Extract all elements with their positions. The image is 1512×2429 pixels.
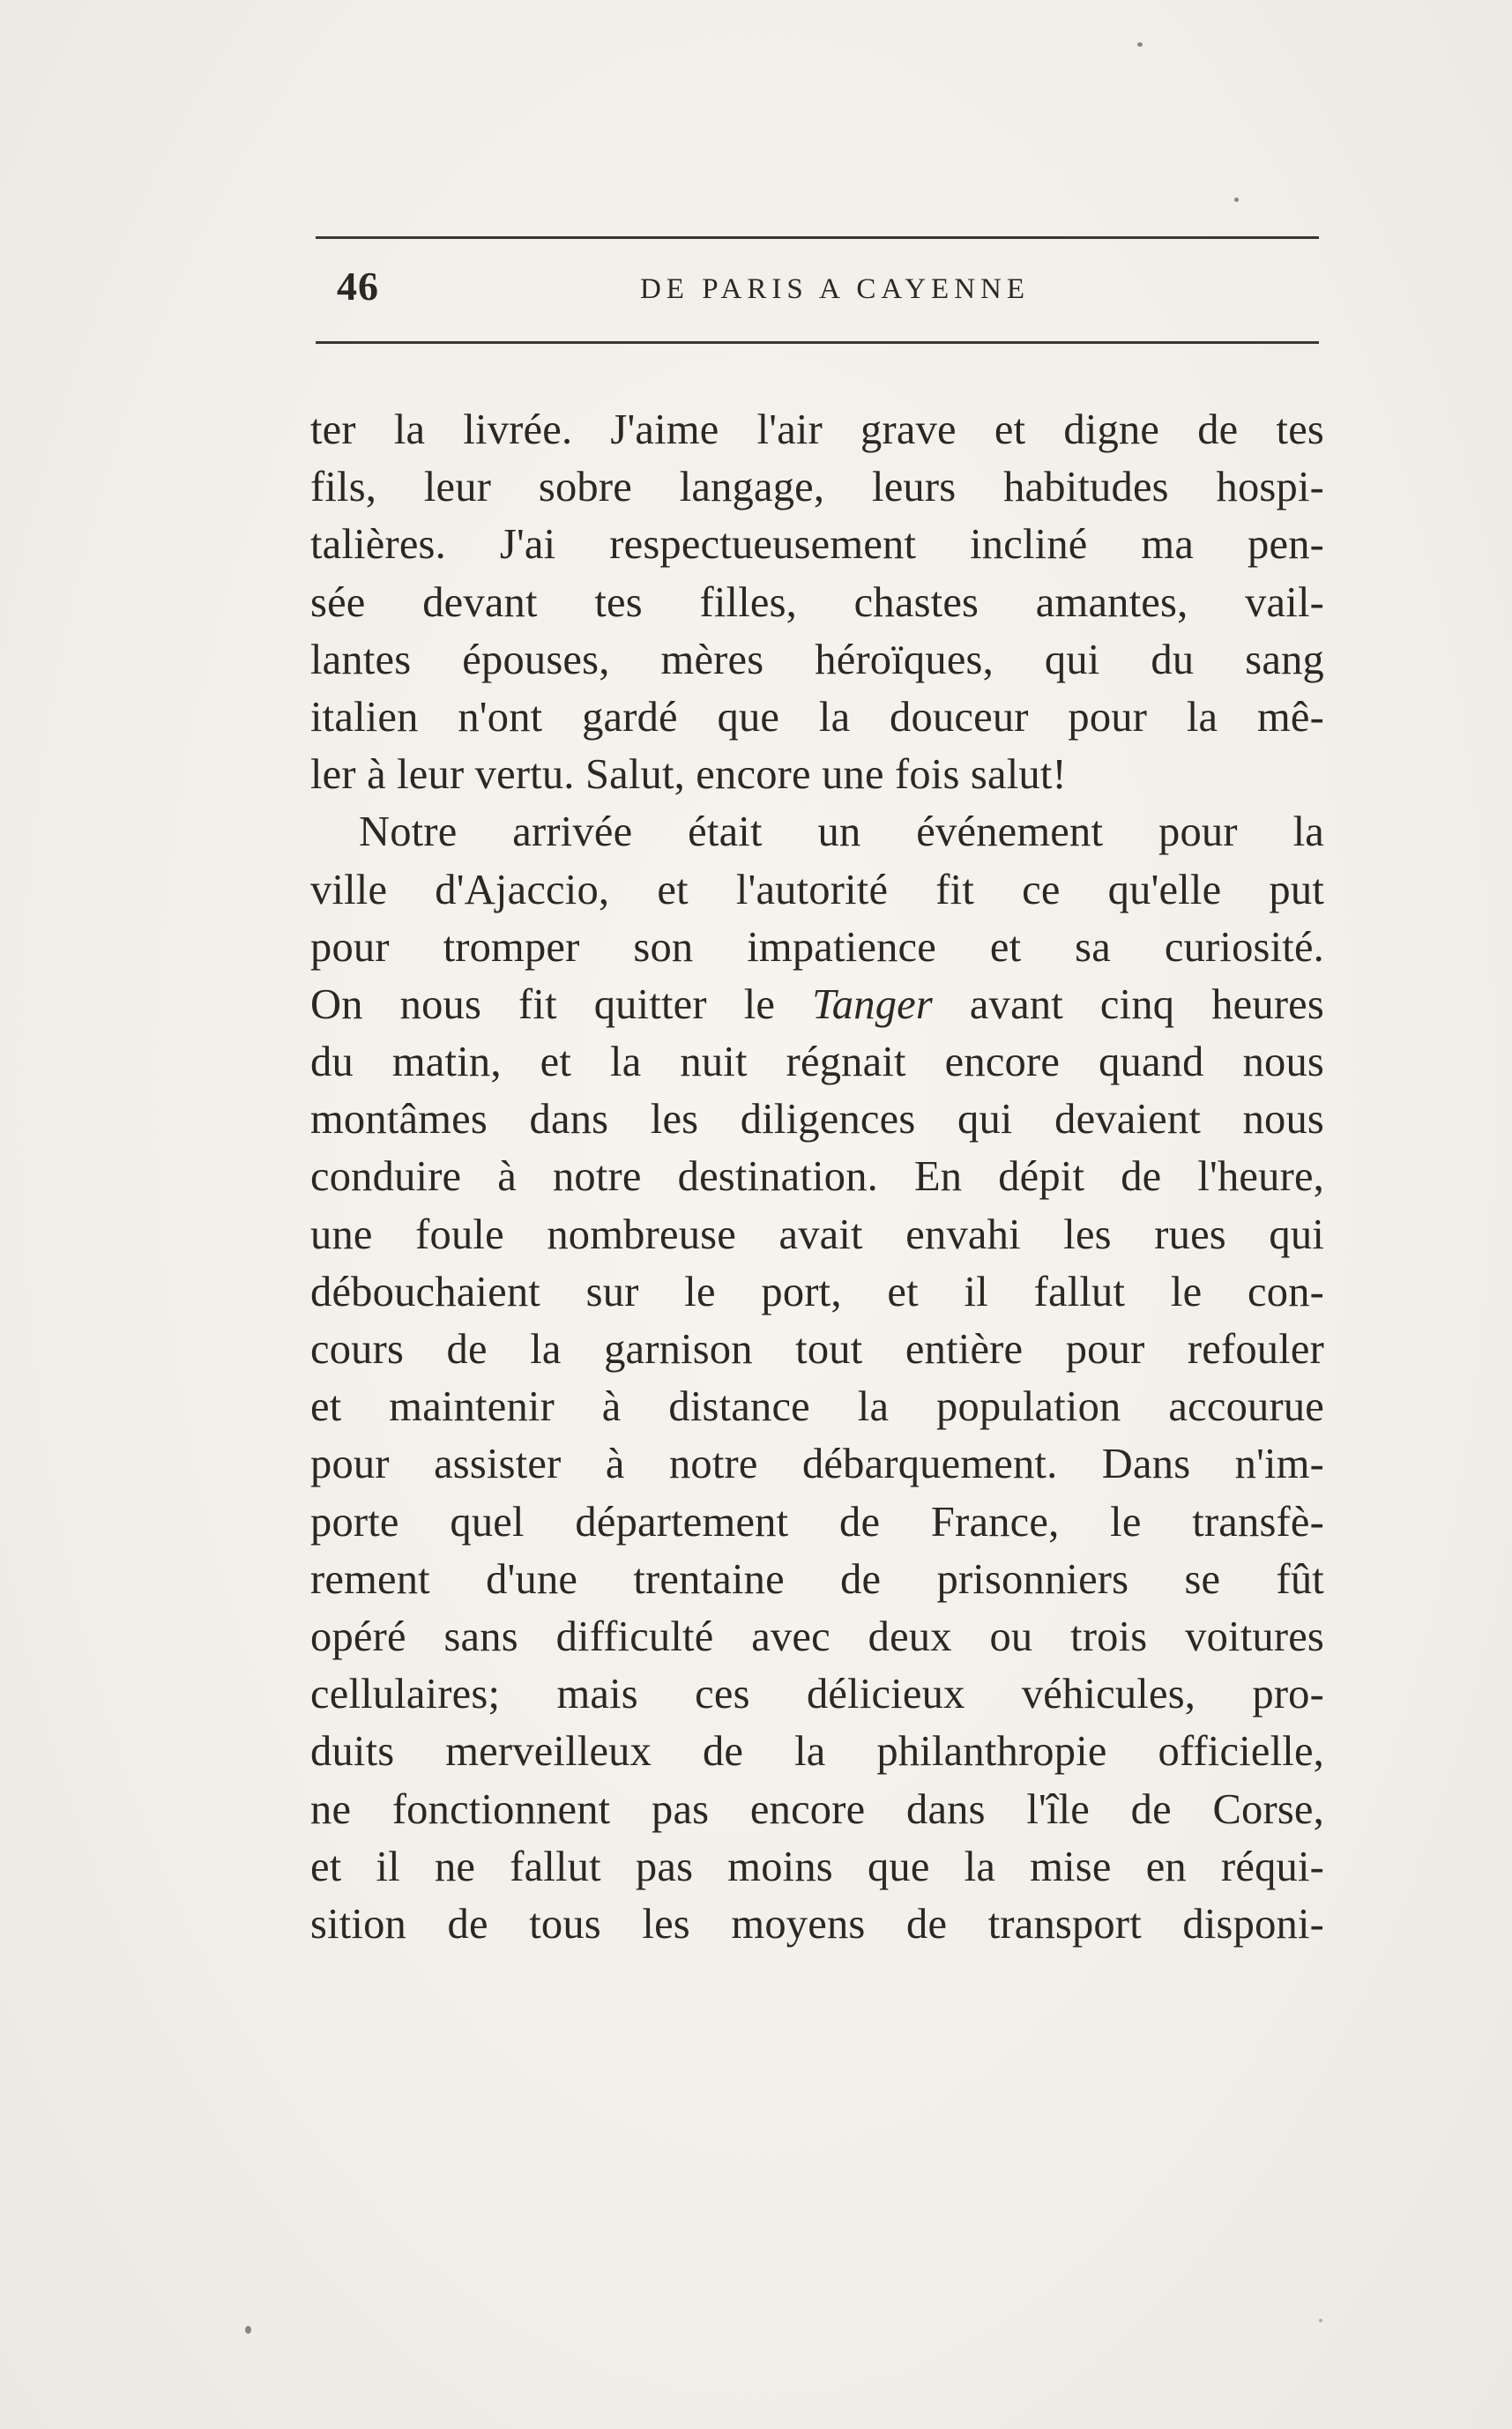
text-line: lantes épouses, mères héroïques, qui du sang [310,636,1324,683]
text-line: du matin, et la nuit régnait encore quand nous [310,1039,1324,1086]
text-line: rement d'une trentaine de prisonniers se fût [310,1555,1324,1603]
running-header [316,256,1319,326]
text-line: ville d'Ajaccio, et l'autorité fit ce qu'elle put [310,866,1324,913]
text-segment: avant cinq heures [932,980,1324,1028]
text-line: et il ne fallut pas moins que la mise en réqui- [310,1843,1324,1890]
paragraph-start-line: Notre arrivée était un événement pour la [359,808,1324,856]
text-line: cellulaires; mais ces délicieux véhicules, pro- [310,1671,1324,1718]
body-text [310,401,1324,1953]
text-line: débouchaient sur le port, et il fallut le con- [310,1268,1324,1315]
running-title: DE PARIS A CAYENNE [639,273,1031,305]
paper-speck [1137,42,1143,47]
text-line: sition de tous les moyens de transport disponi- [310,1900,1324,1948]
text-line: porte quel département de France, le transfè- [310,1498,1324,1546]
text-segment: On nous fit quitter le [310,980,813,1028]
paper-speck [245,2326,251,2334]
text-line: une foule nombreuse avait envahi les rues qui [310,1211,1324,1258]
header-top-rule [316,236,1319,239]
page-number: 46 [337,264,379,309]
text-line: ne fonctionnent pas encore dans l'île de Corse, [310,1785,1324,1833]
text-line: pour assister à notre débarquement. Dans n'im- [310,1441,1324,1488]
ship-name-italic: Tanger [812,980,933,1028]
text-line: talières. J'ai respectueusement incliné ma pen- [310,521,1324,569]
text-line: montâmes dans les diligences qui devaient nous [310,1096,1324,1144]
text-line: sée devant tes filles, chastes amantes, vail- [310,578,1324,626]
text-line: fils, leur sobre langage, leurs habitudes hospi- [310,464,1324,511]
text-line: conduire à notre destination. En dépit de l'heure, [310,1153,1324,1201]
text-line: opéré sans difficulté avec deux ou trois voitures [310,1613,1324,1660]
text-line-with-ship-name [310,976,1324,1033]
text-line: italien n'ont gardé que la douceur pour la mê- [310,693,1324,741]
text-line: cours de la garnison tout entière pour refouler [310,1326,1324,1373]
paragraph-end-line: ler à leur vertu. Salut, encore une fois salut! [310,751,1067,799]
paper-speck [1234,197,1239,202]
text-line: pour tromper son impatience et sa curiosité. [310,923,1324,971]
header-bottom-rule [316,341,1319,344]
text-line: et maintenir à distance la population accourue [310,1383,1324,1431]
text-line: duits merveilleux de la philanthropie officielle, [310,1728,1324,1776]
text-line: ter la livrée. J'aime l'air grave et digne de tes [310,406,1324,453]
paper-speck [1319,2319,1322,2322]
